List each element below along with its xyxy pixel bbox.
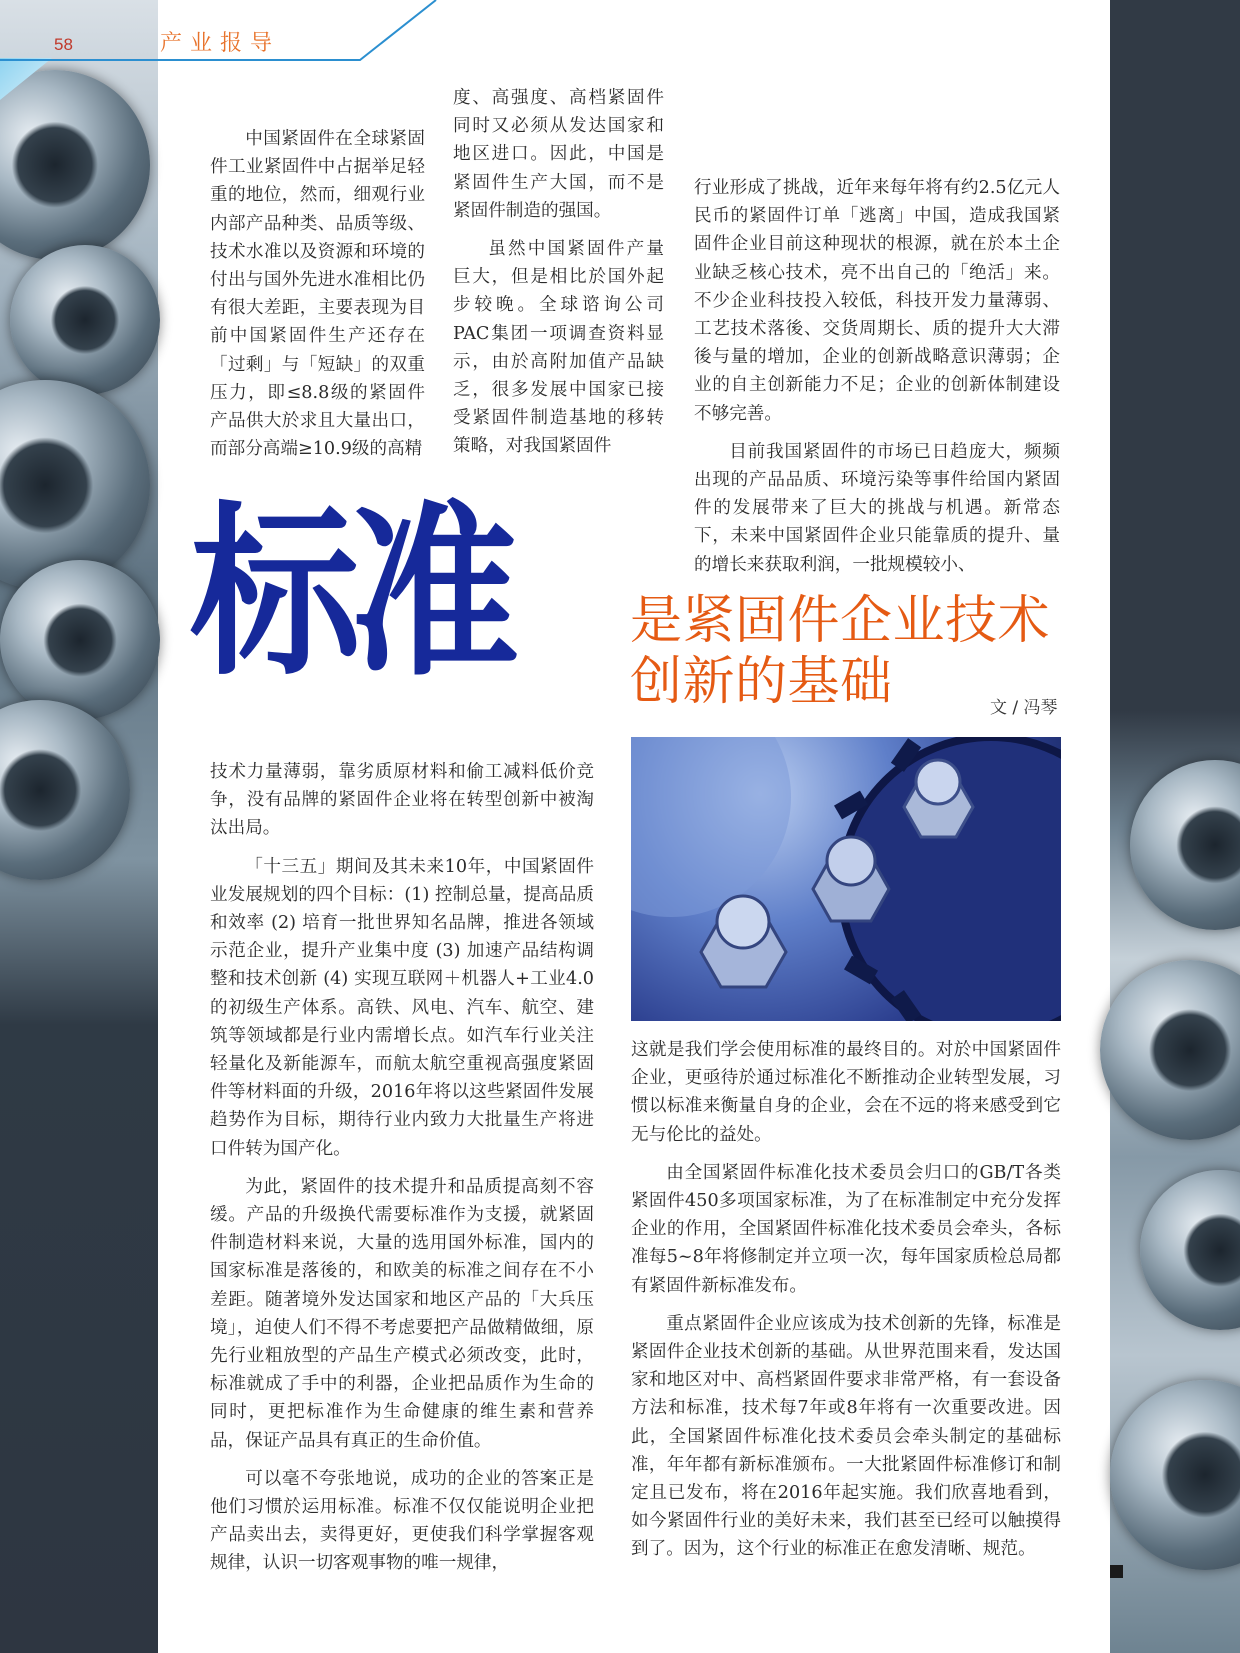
screw-head-icon — [0, 380, 150, 590]
top-column-2 — [453, 84, 664, 471]
screw-head-icon — [1140, 1170, 1240, 1330]
paragraph: 由全国紧固件标准化技术委员会归口的GB/T各类紧固件450多项国家标准，为了在标准制定中充分发挥企业的作用，全国紧固件标准化技术委员会牵头，各标准每5~8年将修制定并立项一次，每年国家质检总局都有紧固件新标准发布。 — [631, 1162, 1061, 1296]
subtitle-line: 创新的基础 — [630, 652, 893, 712]
article-end-mark — [1110, 1565, 1123, 1578]
paragraph: 这就是我们学会使用标准的最终目的。对於中国紧固件企业，更亟待於通过标准化不断推动企业转型发展，习惯以标准来衡量自身的企业，会在不远的将来感受到它无与伦比的益处。 — [631, 1040, 1061, 1145]
screw-head-icon — [0, 700, 130, 880]
screw-head-icon — [1130, 760, 1240, 930]
gears-with-bolts-photo — [631, 737, 1061, 1021]
gear-illustration — [631, 737, 1061, 1021]
right-screw-background — [1110, 0, 1240, 1653]
screw-head-icon — [0, 70, 150, 260]
page-number: 58 — [54, 35, 73, 54]
paragraph: 可以毫不夸张地说，成功的企业的答案正是他们习惯於运用标准。标准不仅仅能说明企业把产品卖出去，卖得更好，更使我们科学掌握客观规律，认识一切客观事物的唯一规律， — [210, 1468, 594, 1574]
paragraph: 「十三五」期间及其未来10年，中国紧固件业发展规划的四个目标：(1) 控制总量，提高品质和效率 (2) 培育一批世界知名品牌，推进各领域示范企业，提升产业集中度 (3) 加速产品结构调整和技术创新 (4) 实现互联网＋机器人+工业4.0的初级生产体系。高铁、风电、汽车、航空、建筑等领域都是行业内需增长点。如汽车行业关注轻量化及新能源车，而航太航空重视高强度紧固件等材料面的升级，2016年将以这些紧固件发展趋势作为目标，期待行业内致力大批量生产将进口件转为国产化。 — [210, 856, 594, 1159]
top-column-3 — [694, 174, 1060, 589]
paragraph: 为此，紧固件的技术提升和品质提高刻不容缓。产品的升级换代需要标准作为支援，就紧固件制造材料来说，大量的选用国外标准，国内的国家标准是落後的，和欧美的标准之间存在不小差距。随著境外发达国家和地区产品的「大兵压境」，迫使人们不得不考虑要把产品做精做细，原先行业粗放型的产品生产模式必须改变，此时，标准就成了手中的利器，企业把品质作为生命的同时，更把标准作为生命健康的维生素和营养品，保证产品具有真正的生命价值。 — [210, 1176, 594, 1451]
section-label: 产业报导 — [160, 31, 281, 56]
paragraph: 中国紧固件在全球紧固件工业紧固件中占据举足轻重的地位，然而，细观行业内部产品种类、品质等级、技术水准以及资源和环境的付出与国外先进水准相比仍有很大差距，主要表现为目前中国紧固件生产还存在「过剩」与「短缺」的双重压力，即≤8.8级的紧固件产品供大於求且大量出口，而部分高端≥10.9级的高精 — [210, 129, 425, 460]
screw-head-icon — [0, 560, 160, 720]
left-screw-background — [0, 0, 158, 1653]
paragraph: 度、高强度、高档紧固件同时又必须从发达国家和地区进口。因此，中国是紧固件生产大国，而不是紧固件制造的强国。 — [453, 88, 664, 221]
bottom-column-left — [210, 758, 594, 1588]
paragraph: 行业形成了挑战，近年来每年将有约2.5亿元人民币的紧固件订单「逃离」中国，造成我国紧固件企业目前这种现状的根源，就在於本土企业缺乏核心技术，亮不出自己的「绝活」来。不少企业科技投入较低，科技开发力量薄弱、工艺技术落後、交货周期长、质的提升大大滞後与量的增加，企业的创新战略意识薄弱；企业的自主创新能力不足；企业的创新体制建设不够完善。 — [694, 178, 1060, 424]
paragraph: 虽然中国紧固件产量巨大，但是相比於国外起步较晚。全球谘询公司PAC集团一项调查资料显示，由於高附加值产品缺乏，很多发展中国家已接受紧固件制造基地的移转策略，对我国紧固件 — [453, 239, 664, 457]
headline-main: 标准 — [190, 485, 509, 701]
screw-head-icon — [1110, 1380, 1240, 1570]
top-column-1 — [210, 125, 425, 473]
bottom-column-right — [631, 1036, 1061, 1574]
paragraph: 目前我国紧固件的市场已日趋庞大，频频出现的产品品质、环境污染等事件给国内紧固件的发展带来了巨大的挑战与机遇。新常态下，未来中国紧固件企业只能靠质的提升、量的增长来获取利润，一批规模较小、 — [694, 441, 1060, 575]
screw-head-icon — [1100, 960, 1240, 1140]
paragraph: 重点紧固件企业应该成为技术创新的先锋，标准是紧固件企业技术创新的基础。从世界范围来看，发达国家和地区对中、高档紧固件要求非常严格，有一套设备方法和标准，技术每7年或8年将有一次重要改进。因此，全国紧固件标准化技术委员会牵头制定的基础标准，年年都有新标准颁布。一大批紧固件标准修订和制定且已发布，将在2016年起实施。我们欣喜地看到，如今紧固件行业的美好未来，我们甚至已经可以触摸得到了。因为，这个行业的标准正在愈发清晰、规范。 — [631, 1313, 1061, 1560]
author-byline: 文 / 冯琴 — [990, 698, 1058, 718]
screw-head-icon — [10, 245, 160, 395]
paragraph: 技术力量薄弱，靠劣质原材料和偷工减料低价竞争，没有品牌的紧固件企业将在转型创新中被淘汰出局。 — [210, 762, 594, 839]
subtitle-line: 是紧固件企业技术 — [630, 591, 1051, 651]
